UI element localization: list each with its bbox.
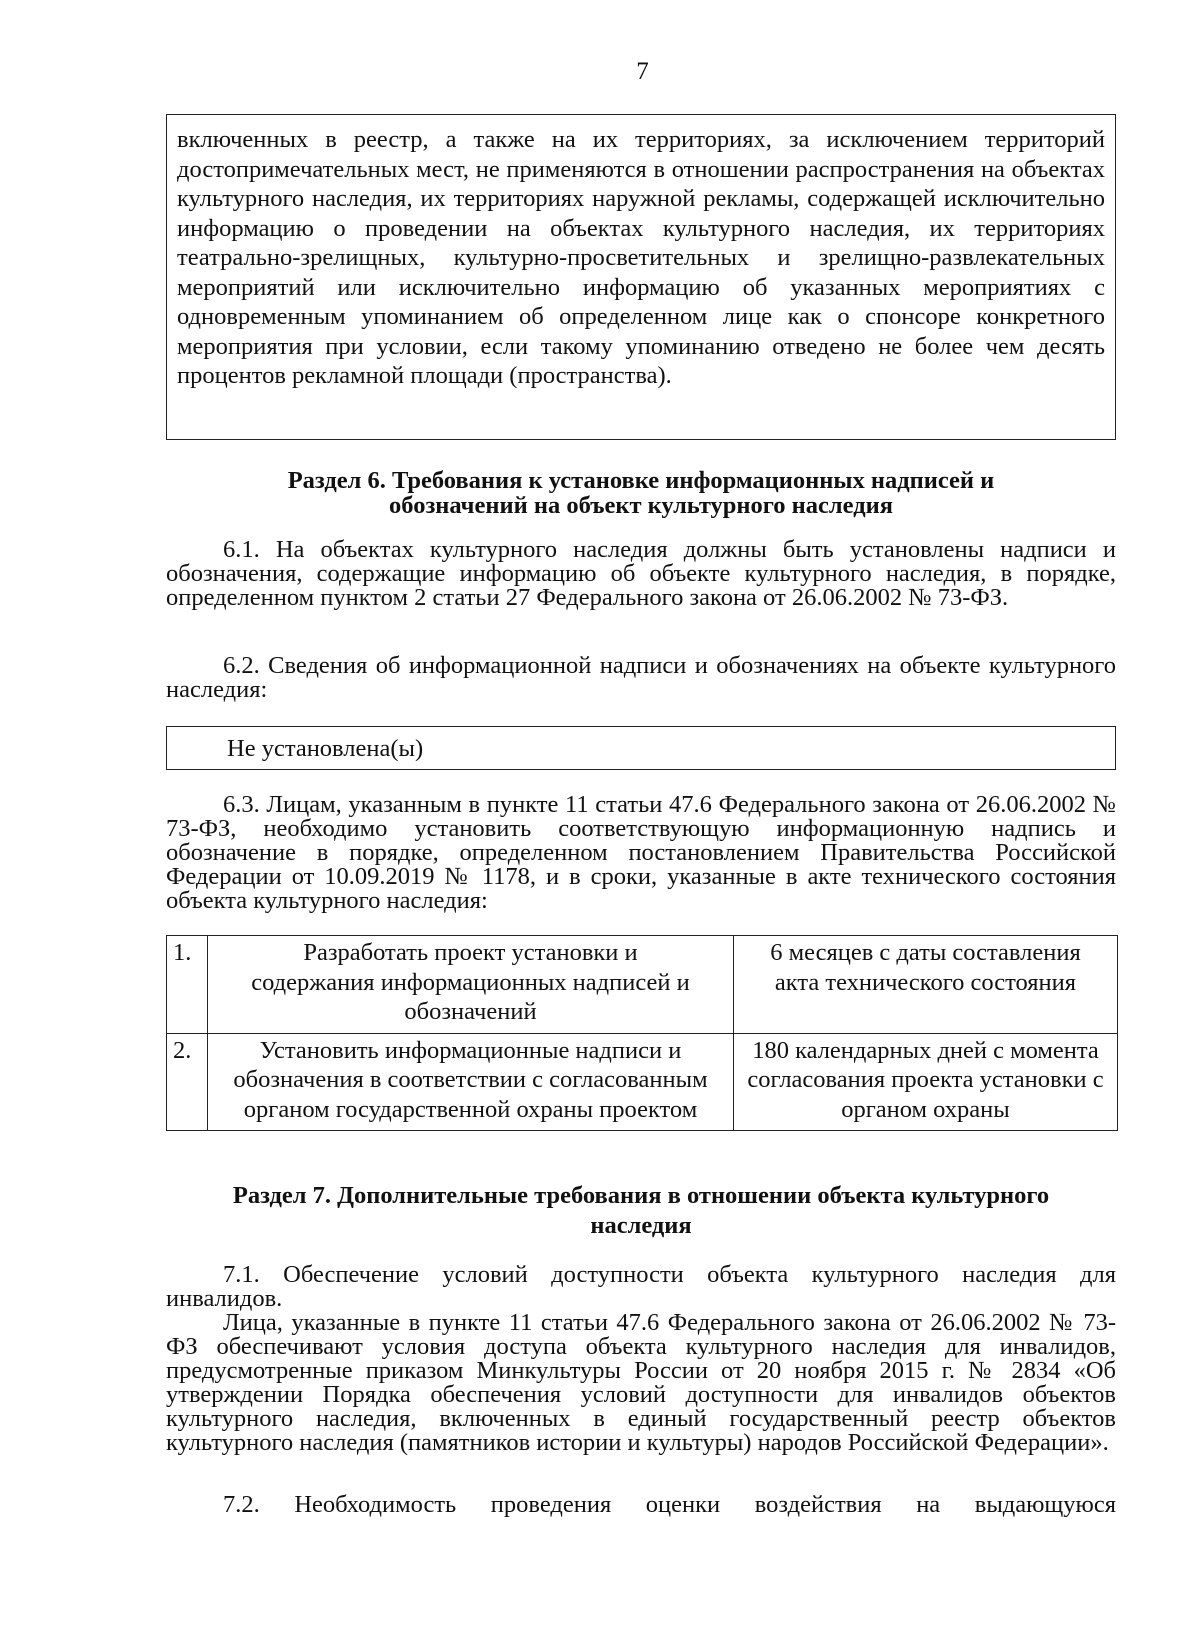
paragraph-7-1b-text: Лица, указанные в пункте 11 статьи 47.6 Федерального закона от 26.06.2002 № 73-ФЗ обеспечивают условия доступа объекта культурного наследия для инвалидов, предусмотренные приказом Минкультуры России от 20 ноября 2015 г. № 2834 «Об утверждении Порядка обеспечения условий доступности для инвалидов объектов культурного наследия, включенных в единый государственный реестр объектов культурного наследия (памятников истории и культуры) народов Российской Федерации». (166, 1309, 1116, 1456)
paragraph-7-2-text: 7.2. Необходимость проведения оценки воздействия на выдающуюся (223, 1491, 1116, 1518)
inscription-status-box: Не установлена(ы) (166, 726, 1116, 770)
page-number: 7 (636, 58, 649, 85)
section7-heading-line2: наследия (590, 1212, 692, 1239)
paragraph-7-2 (166, 1493, 1116, 1517)
paragraph-7-1 (166, 1263, 1116, 1455)
advertising-exception-box (166, 114, 1116, 440)
paragraph-6-1-text: 6.1. На объектах культурного наследия должны быть установлены надписи и обозначения, содержащие информацию об объекте культурного наследия, в порядке, определенном пунктом 2 статьи 27 Федерального закона от 26.06.2002 № 73-ФЗ. (166, 536, 1116, 611)
row-action: Разработать проект установки и содержания информационных надписей и обозначений (208, 936, 734, 1034)
section6-heading-line1: Раздел 6. Требования к установке информационных надписей и (287, 467, 995, 494)
table-row (167, 1033, 1118, 1131)
row-term: 180 календарных дней с момента согласования проекта установки с органом охраны (734, 1033, 1118, 1131)
row-number: 2. (167, 1033, 208, 1131)
row-term: 6 месяцев с даты составления акта технического состояния (734, 936, 1118, 1034)
paragraph-7-1-text: 7.1. Обеспечение условий доступности объекта культурного наследия для инвалидов. (166, 1261, 1116, 1312)
section7-heading (166, 1181, 1116, 1241)
paragraph-6-3-text: 6.3. Лицам, указанным в пункте 11 статьи 47.6 Федерального закона от 26.06.2002 № 73-ФЗ, необходимо установить соответствующую информационную надпись и обозначение в порядке, определенном постановлением Правительства Российской Федерации от 10.09.2019 № 1178, и в сроки, указанные в акте технического состояния объекта культурного наследия: (166, 791, 1116, 914)
paragraph-6-1 (166, 538, 1116, 610)
table-row (167, 936, 1118, 1034)
row-action: Установить информационные надписи и обозначения в соответствии с согласованным органом государственной охраны проектом (208, 1033, 734, 1131)
advertising-exception-text: включенных в реестр, а также на их территориях, за исключением территорий достопримечательных мест, не применяются в отношении распространения на объектах культурного наследия, их территориях наружной рекламы, содержащей исключительно информацию о проведении на объектах культурного наследия, их территориях театрально-зрелищных, культурно-просветительных и зрелищно-развлекательных мероприятий или исключительно информацию об указанных мероприятиях с одновременным упоминанием об определенном лице как о спонсоре конкретного мероприятия при условии, если такому упоминанию отведено не более чем десять процентов рекламной площади (пространства). (177, 126, 1105, 389)
section7-heading-line1: Раздел 7. Дополнительные требования в отношении объекта культурного (232, 1182, 1050, 1209)
section6-heading-line2: обозначений на объект культурного наследия (389, 492, 893, 519)
section6-heading (166, 468, 1116, 518)
row-number: 1. (167, 936, 208, 1034)
paragraph-6-2-text: 6.2. Сведения об информационной надписи и обозначениях на объекте культурного наследия: (166, 652, 1116, 703)
requirements-table (166, 935, 1118, 1131)
paragraph-6-3 (166, 793, 1116, 913)
paragraph-6-2 (166, 654, 1116, 702)
